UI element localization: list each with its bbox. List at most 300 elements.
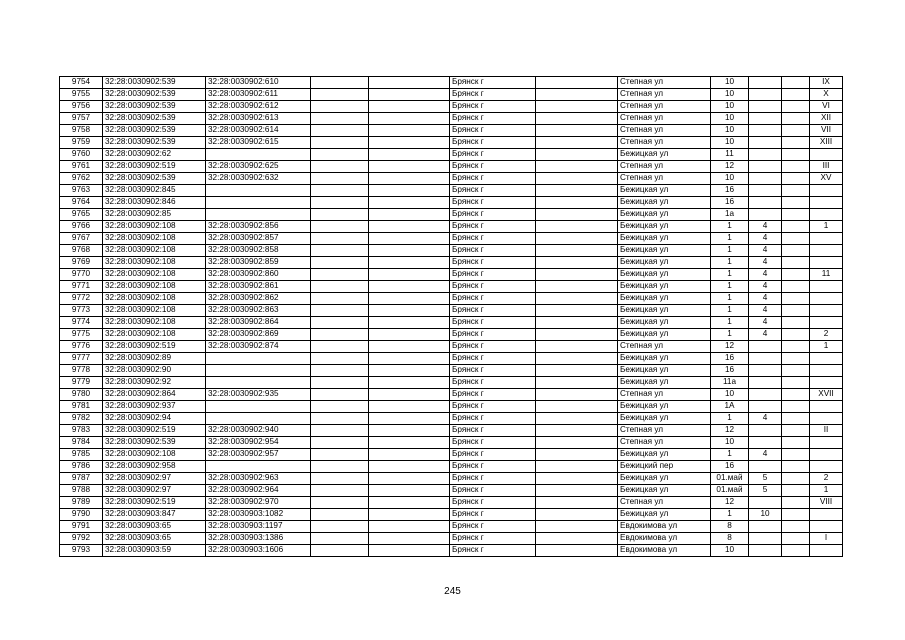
building-number-cell: 4 bbox=[749, 221, 782, 233]
cadastral-number-cell bbox=[206, 365, 311, 377]
empty-cell-a-cell bbox=[311, 281, 369, 293]
cadastral-number-cell: 32:28:0030902:863 bbox=[206, 305, 311, 317]
cadastral-number-cell bbox=[206, 413, 311, 425]
empty-cell-d-cell bbox=[782, 293, 810, 305]
cadastral-number-cell bbox=[206, 377, 311, 389]
row-number-cell: 9767 bbox=[60, 233, 103, 245]
building-number-cell: 4 bbox=[749, 233, 782, 245]
cadastral-number-cell: 32:28:0030902:610 bbox=[206, 77, 311, 89]
row-number-cell: 9760 bbox=[60, 149, 103, 161]
empty-cell-c-cell bbox=[536, 161, 618, 173]
parent-cadastral-number-cell: 32:28:0030902:108 bbox=[103, 233, 206, 245]
cadastral-number-cell: 32:28:0030902:611 bbox=[206, 89, 311, 101]
row-number-cell: 9775 bbox=[60, 329, 103, 341]
empty-cell-a-cell bbox=[311, 149, 369, 161]
empty-cell-d-cell bbox=[782, 269, 810, 281]
apartment-number-cell: II bbox=[810, 425, 843, 437]
empty-cell-b-cell bbox=[369, 485, 450, 497]
cadastral-number-cell: 32:28:0030902:858 bbox=[206, 245, 311, 257]
apartment-number-cell bbox=[810, 521, 843, 533]
city-cell: Брянск г bbox=[450, 509, 536, 521]
city-cell: Брянск г bbox=[450, 77, 536, 89]
building-number-cell bbox=[749, 353, 782, 365]
house-number-cell: 1 bbox=[711, 233, 749, 245]
cadastral-number-cell bbox=[206, 197, 311, 209]
apartment-number-cell bbox=[810, 209, 843, 221]
table-row bbox=[60, 209, 843, 221]
table-row bbox=[60, 221, 843, 233]
empty-cell-c-cell bbox=[536, 197, 618, 209]
page-number: 245 bbox=[444, 586, 461, 597]
house-number-cell: 16 bbox=[711, 461, 749, 473]
table-row bbox=[60, 413, 843, 425]
parent-cadastral-number-cell: 32:28:0030902:97 bbox=[103, 485, 206, 497]
apartment-number-cell bbox=[810, 377, 843, 389]
cadastral-number-cell: 32:28:0030902:954 bbox=[206, 437, 311, 449]
city-cell: Брянск г bbox=[450, 461, 536, 473]
table-row bbox=[60, 137, 843, 149]
parent-cadastral-number-cell: 32:28:0030902:108 bbox=[103, 317, 206, 329]
row-number-cell: 9769 bbox=[60, 257, 103, 269]
apartment-number-cell: XV bbox=[810, 173, 843, 185]
house-number-cell: 01.май bbox=[711, 473, 749, 485]
empty-cell-b-cell bbox=[369, 293, 450, 305]
table-row bbox=[60, 329, 843, 341]
street-cell: Степная ул bbox=[618, 137, 711, 149]
empty-cell-d-cell bbox=[782, 161, 810, 173]
table-row bbox=[60, 245, 843, 257]
apartment-number-cell bbox=[810, 365, 843, 377]
empty-cell-c-cell bbox=[536, 353, 618, 365]
empty-cell-a-cell bbox=[311, 377, 369, 389]
row-number-cell: 9764 bbox=[60, 197, 103, 209]
table-row bbox=[60, 149, 843, 161]
city-cell: Брянск г bbox=[450, 353, 536, 365]
empty-cell-c-cell bbox=[536, 89, 618, 101]
table-row bbox=[60, 545, 843, 557]
empty-cell-d-cell bbox=[782, 473, 810, 485]
city-cell: Брянск г bbox=[450, 329, 536, 341]
empty-cell-a-cell bbox=[311, 89, 369, 101]
building-number-cell bbox=[749, 125, 782, 137]
house-number-cell: 1 bbox=[711, 449, 749, 461]
empty-cell-a-cell bbox=[311, 173, 369, 185]
table-row bbox=[60, 365, 843, 377]
building-number-cell: 4 bbox=[749, 245, 782, 257]
house-number-cell: 10 bbox=[711, 125, 749, 137]
table-row bbox=[60, 401, 843, 413]
cadastral-number-cell: 32:28:0030902:970 bbox=[206, 497, 311, 509]
cadastral-number-cell: 32:28:0030902:615 bbox=[206, 137, 311, 149]
empty-cell-d-cell bbox=[782, 173, 810, 185]
cadastral-number-cell: 32:28:0030902:861 bbox=[206, 281, 311, 293]
empty-cell-a-cell bbox=[311, 413, 369, 425]
empty-cell-d-cell bbox=[782, 449, 810, 461]
parent-cadastral-number-cell: 32:28:0030902:539 bbox=[103, 77, 206, 89]
apartment-number-cell bbox=[810, 149, 843, 161]
empty-cell-c-cell bbox=[536, 113, 618, 125]
street-cell: Бежицкая ул bbox=[618, 485, 711, 497]
building-number-cell bbox=[749, 425, 782, 437]
city-cell: Брянск г bbox=[450, 377, 536, 389]
parent-cadastral-number-cell: 32:28:0030902:539 bbox=[103, 89, 206, 101]
city-cell: Брянск г bbox=[450, 305, 536, 317]
empty-cell-a-cell bbox=[311, 449, 369, 461]
empty-cell-c-cell bbox=[536, 485, 618, 497]
row-number-cell: 9776 bbox=[60, 341, 103, 353]
cadastral-number-cell: 32:28:0030903:1197 bbox=[206, 521, 311, 533]
empty-cell-a-cell bbox=[311, 197, 369, 209]
row-number-cell: 9755 bbox=[60, 89, 103, 101]
row-number-cell: 9773 bbox=[60, 305, 103, 317]
house-number-cell: 1 bbox=[711, 509, 749, 521]
city-cell: Брянск г bbox=[450, 233, 536, 245]
empty-cell-b-cell bbox=[369, 101, 450, 113]
street-cell: Бежицкий пер bbox=[618, 461, 711, 473]
building-number-cell bbox=[749, 365, 782, 377]
empty-cell-c-cell bbox=[536, 257, 618, 269]
apartment-number-cell bbox=[810, 509, 843, 521]
building-number-cell bbox=[749, 533, 782, 545]
street-cell: Евдокимова ул bbox=[618, 533, 711, 545]
empty-cell-b-cell bbox=[369, 365, 450, 377]
cadastral-number-cell bbox=[206, 401, 311, 413]
cadastral-number-cell: 32:28:0030902:862 bbox=[206, 293, 311, 305]
row-number-cell: 9754 bbox=[60, 77, 103, 89]
empty-cell-a-cell bbox=[311, 113, 369, 125]
empty-cell-c-cell bbox=[536, 149, 618, 161]
parent-cadastral-number-cell: 32:28:0030902:539 bbox=[103, 173, 206, 185]
empty-cell-a-cell bbox=[311, 221, 369, 233]
row-number-cell: 9763 bbox=[60, 185, 103, 197]
street-cell: Степная ул bbox=[618, 113, 711, 125]
row-number-cell: 9774 bbox=[60, 317, 103, 329]
empty-cell-c-cell bbox=[536, 449, 618, 461]
empty-cell-a-cell bbox=[311, 137, 369, 149]
apartment-number-cell bbox=[810, 233, 843, 245]
empty-cell-c-cell bbox=[536, 233, 618, 245]
table-row bbox=[60, 77, 843, 89]
building-number-cell bbox=[749, 149, 782, 161]
row-number-cell: 9779 bbox=[60, 377, 103, 389]
table-row bbox=[60, 305, 843, 317]
table-row bbox=[60, 425, 843, 437]
building-number-cell bbox=[749, 341, 782, 353]
city-cell: Брянск г bbox=[450, 389, 536, 401]
building-number-cell bbox=[749, 521, 782, 533]
empty-cell-d-cell bbox=[782, 125, 810, 137]
empty-cell-c-cell bbox=[536, 77, 618, 89]
apartment-number-cell: VII bbox=[810, 125, 843, 137]
empty-cell-d-cell bbox=[782, 425, 810, 437]
empty-cell-c-cell bbox=[536, 317, 618, 329]
empty-cell-a-cell bbox=[311, 389, 369, 401]
row-number-cell: 9772 bbox=[60, 293, 103, 305]
apartment-number-cell bbox=[810, 281, 843, 293]
empty-cell-d-cell bbox=[782, 257, 810, 269]
building-number-cell bbox=[749, 137, 782, 149]
city-cell: Брянск г bbox=[450, 425, 536, 437]
empty-cell-d-cell bbox=[782, 533, 810, 545]
table-row bbox=[60, 113, 843, 125]
parent-cadastral-number-cell: 32:28:0030902:519 bbox=[103, 425, 206, 437]
row-number-cell: 9757 bbox=[60, 113, 103, 125]
empty-cell-a-cell bbox=[311, 425, 369, 437]
house-number-cell: 10 bbox=[711, 137, 749, 149]
empty-cell-c-cell bbox=[536, 221, 618, 233]
cadastral-number-cell: 32:28:0030902:964 bbox=[206, 485, 311, 497]
empty-cell-a-cell bbox=[311, 245, 369, 257]
apartment-number-cell bbox=[810, 401, 843, 413]
empty-cell-a-cell bbox=[311, 77, 369, 89]
empty-cell-d-cell bbox=[782, 353, 810, 365]
empty-cell-c-cell bbox=[536, 341, 618, 353]
table-row bbox=[60, 461, 843, 473]
row-number-cell: 9784 bbox=[60, 437, 103, 449]
row-number-cell: 9762 bbox=[60, 173, 103, 185]
empty-cell-b-cell bbox=[369, 545, 450, 557]
house-number-cell: 1 bbox=[711, 245, 749, 257]
building-number-cell: 5 bbox=[749, 485, 782, 497]
city-cell: Брянск г bbox=[450, 281, 536, 293]
building-number-cell bbox=[749, 401, 782, 413]
empty-cell-d-cell bbox=[782, 329, 810, 341]
apartment-number-cell: III bbox=[810, 161, 843, 173]
parent-cadastral-number-cell: 32:28:0030902:92 bbox=[103, 377, 206, 389]
street-cell: Степная ул bbox=[618, 161, 711, 173]
city-cell: Брянск г bbox=[450, 185, 536, 197]
empty-cell-d-cell bbox=[782, 137, 810, 149]
street-cell: Степная ул bbox=[618, 341, 711, 353]
apartment-number-cell bbox=[810, 257, 843, 269]
empty-cell-b-cell bbox=[369, 245, 450, 257]
empty-cell-c-cell bbox=[536, 185, 618, 197]
cadastral-number-cell bbox=[206, 209, 311, 221]
empty-cell-d-cell bbox=[782, 185, 810, 197]
empty-cell-b-cell bbox=[369, 209, 450, 221]
empty-cell-a-cell bbox=[311, 473, 369, 485]
parent-cadastral-number-cell: 32:28:0030902:108 bbox=[103, 281, 206, 293]
city-cell: Брянск г bbox=[450, 221, 536, 233]
city-cell: Брянск г bbox=[450, 161, 536, 173]
street-cell: Бежицкая ул bbox=[618, 245, 711, 257]
apartment-number-cell bbox=[810, 185, 843, 197]
empty-cell-d-cell bbox=[782, 149, 810, 161]
building-number-cell bbox=[749, 161, 782, 173]
cadastral-number-cell: 32:28:0030903:1606 bbox=[206, 545, 311, 557]
empty-cell-a-cell bbox=[311, 341, 369, 353]
empty-cell-d-cell bbox=[782, 377, 810, 389]
cadastral-number-cell bbox=[206, 353, 311, 365]
apartment-number-cell: I bbox=[810, 533, 843, 545]
apartment-number-cell bbox=[810, 317, 843, 329]
empty-cell-a-cell bbox=[311, 305, 369, 317]
house-number-cell: 10 bbox=[711, 101, 749, 113]
street-cell: Бежицкая ул bbox=[618, 413, 711, 425]
house-number-cell: 1 bbox=[711, 221, 749, 233]
empty-cell-c-cell bbox=[536, 293, 618, 305]
house-number-cell: 10 bbox=[711, 545, 749, 557]
house-number-cell: 10 bbox=[711, 389, 749, 401]
empty-cell-b-cell bbox=[369, 125, 450, 137]
building-number-cell: 4 bbox=[749, 329, 782, 341]
empty-cell-c-cell bbox=[536, 125, 618, 137]
parent-cadastral-number-cell: 32:28:0030902:90 bbox=[103, 365, 206, 377]
empty-cell-d-cell bbox=[782, 497, 810, 509]
empty-cell-b-cell bbox=[369, 185, 450, 197]
street-cell: Бежицкая ул bbox=[618, 293, 711, 305]
parent-cadastral-number-cell: 32:28:0030902:519 bbox=[103, 161, 206, 173]
table-row bbox=[60, 125, 843, 137]
empty-cell-d-cell bbox=[782, 89, 810, 101]
parent-cadastral-number-cell: 32:28:0030903:65 bbox=[103, 521, 206, 533]
empty-cell-c-cell bbox=[536, 461, 618, 473]
empty-cell-c-cell bbox=[536, 245, 618, 257]
cadastral-number-cell: 32:28:0030902:935 bbox=[206, 389, 311, 401]
house-number-cell: 1 bbox=[711, 329, 749, 341]
empty-cell-c-cell bbox=[536, 365, 618, 377]
row-number-cell: 9758 bbox=[60, 125, 103, 137]
empty-cell-b-cell bbox=[369, 521, 450, 533]
city-cell: Брянск г bbox=[450, 269, 536, 281]
cadastral-number-cell: 32:28:0030902:869 bbox=[206, 329, 311, 341]
house-number-cell: 1а bbox=[711, 209, 749, 221]
city-cell: Брянск г bbox=[450, 545, 536, 557]
house-number-cell: 1 bbox=[711, 257, 749, 269]
empty-cell-a-cell bbox=[311, 185, 369, 197]
row-number-cell: 9782 bbox=[60, 413, 103, 425]
row-number-cell: 9778 bbox=[60, 365, 103, 377]
row-number-cell: 9786 bbox=[60, 461, 103, 473]
city-cell: Брянск г bbox=[450, 245, 536, 257]
street-cell: Степная ул bbox=[618, 125, 711, 137]
empty-cell-b-cell bbox=[369, 341, 450, 353]
house-number-cell: 16 bbox=[711, 197, 749, 209]
row-number-cell: 9791 bbox=[60, 521, 103, 533]
house-number-cell: 8 bbox=[711, 521, 749, 533]
empty-cell-b-cell bbox=[369, 461, 450, 473]
empty-cell-b-cell bbox=[369, 401, 450, 413]
building-number-cell bbox=[749, 461, 782, 473]
parent-cadastral-number-cell: 32:28:0030902:864 bbox=[103, 389, 206, 401]
parent-cadastral-number-cell: 32:28:0030902:108 bbox=[103, 245, 206, 257]
parent-cadastral-number-cell: 32:28:0030902:62 bbox=[103, 149, 206, 161]
parent-cadastral-number-cell: 32:28:0030902:108 bbox=[103, 221, 206, 233]
street-cell: Бежицкая ул bbox=[618, 185, 711, 197]
table-row bbox=[60, 269, 843, 281]
street-cell: Бежицкая ул bbox=[618, 257, 711, 269]
apartment-number-cell bbox=[810, 353, 843, 365]
house-number-cell: 12 bbox=[711, 425, 749, 437]
table-body bbox=[60, 77, 843, 557]
street-cell: Степная ул bbox=[618, 173, 711, 185]
row-number-cell: 9759 bbox=[60, 137, 103, 149]
parent-cadastral-number-cell: 32:28:0030902:937 bbox=[103, 401, 206, 413]
empty-cell-d-cell bbox=[782, 413, 810, 425]
empty-cell-c-cell bbox=[536, 497, 618, 509]
apartment-number-cell: XIII bbox=[810, 137, 843, 149]
cadastral-number-cell bbox=[206, 461, 311, 473]
cadastral-number-cell: 32:28:0030902:963 bbox=[206, 473, 311, 485]
empty-cell-a-cell bbox=[311, 329, 369, 341]
building-number-cell: 4 bbox=[749, 293, 782, 305]
city-cell: Брянск г bbox=[450, 89, 536, 101]
house-number-cell: 1 bbox=[711, 317, 749, 329]
cadastral-number-cell: 32:28:0030903:1386 bbox=[206, 533, 311, 545]
empty-cell-b-cell bbox=[369, 425, 450, 437]
city-cell: Брянск г bbox=[450, 317, 536, 329]
empty-cell-b-cell bbox=[369, 89, 450, 101]
table-row bbox=[60, 281, 843, 293]
empty-cell-a-cell bbox=[311, 161, 369, 173]
cadastral-number-cell bbox=[206, 185, 311, 197]
city-cell: Брянск г bbox=[450, 365, 536, 377]
empty-cell-a-cell bbox=[311, 509, 369, 521]
parent-cadastral-number-cell: 32:28:0030902:89 bbox=[103, 353, 206, 365]
empty-cell-a-cell bbox=[311, 209, 369, 221]
building-number-cell bbox=[749, 185, 782, 197]
apartment-number-cell bbox=[810, 197, 843, 209]
street-cell: Бежицкая ул bbox=[618, 209, 711, 221]
empty-cell-c-cell bbox=[536, 437, 618, 449]
table-row bbox=[60, 293, 843, 305]
row-number-cell: 9788 bbox=[60, 485, 103, 497]
empty-cell-c-cell bbox=[536, 137, 618, 149]
empty-cell-c-cell bbox=[536, 533, 618, 545]
street-cell: Бежицкая ул bbox=[618, 149, 711, 161]
building-number-cell bbox=[749, 389, 782, 401]
street-cell: Степная ул bbox=[618, 437, 711, 449]
apartment-number-cell bbox=[810, 461, 843, 473]
city-cell: Брянск г bbox=[450, 257, 536, 269]
table-row bbox=[60, 341, 843, 353]
city-cell: Брянск г bbox=[450, 437, 536, 449]
empty-cell-d-cell bbox=[782, 113, 810, 125]
table-row bbox=[60, 485, 843, 497]
building-number-cell: 10 bbox=[749, 509, 782, 521]
empty-cell-a-cell bbox=[311, 317, 369, 329]
table-row bbox=[60, 473, 843, 485]
empty-cell-c-cell bbox=[536, 473, 618, 485]
empty-cell-d-cell bbox=[782, 521, 810, 533]
empty-cell-d-cell bbox=[782, 437, 810, 449]
street-cell: Бежицкая ул bbox=[618, 305, 711, 317]
empty-cell-d-cell bbox=[782, 221, 810, 233]
building-number-cell: 4 bbox=[749, 281, 782, 293]
city-cell: Брянск г bbox=[450, 473, 536, 485]
table-row bbox=[60, 377, 843, 389]
house-number-cell: 10 bbox=[711, 89, 749, 101]
row-number-cell: 9793 bbox=[60, 545, 103, 557]
row-number-cell: 9792 bbox=[60, 533, 103, 545]
empty-cell-a-cell bbox=[311, 365, 369, 377]
cadastral-number-cell: 32:28:0030902:625 bbox=[206, 161, 311, 173]
city-cell: Брянск г bbox=[450, 197, 536, 209]
parent-cadastral-number-cell: 32:28:0030902:108 bbox=[103, 293, 206, 305]
table-row bbox=[60, 317, 843, 329]
empty-cell-d-cell bbox=[782, 197, 810, 209]
building-number-cell: 5 bbox=[749, 473, 782, 485]
apartment-number-cell: 1 bbox=[810, 341, 843, 353]
house-number-cell: 12 bbox=[711, 497, 749, 509]
parent-cadastral-number-cell: 32:28:0030902:539 bbox=[103, 437, 206, 449]
empty-cell-a-cell bbox=[311, 233, 369, 245]
house-number-cell: 10 bbox=[711, 437, 749, 449]
parent-cadastral-number-cell: 32:28:0030902:539 bbox=[103, 101, 206, 113]
empty-cell-b-cell bbox=[369, 233, 450, 245]
street-cell: Бежицкая ул bbox=[618, 365, 711, 377]
building-number-cell bbox=[749, 437, 782, 449]
